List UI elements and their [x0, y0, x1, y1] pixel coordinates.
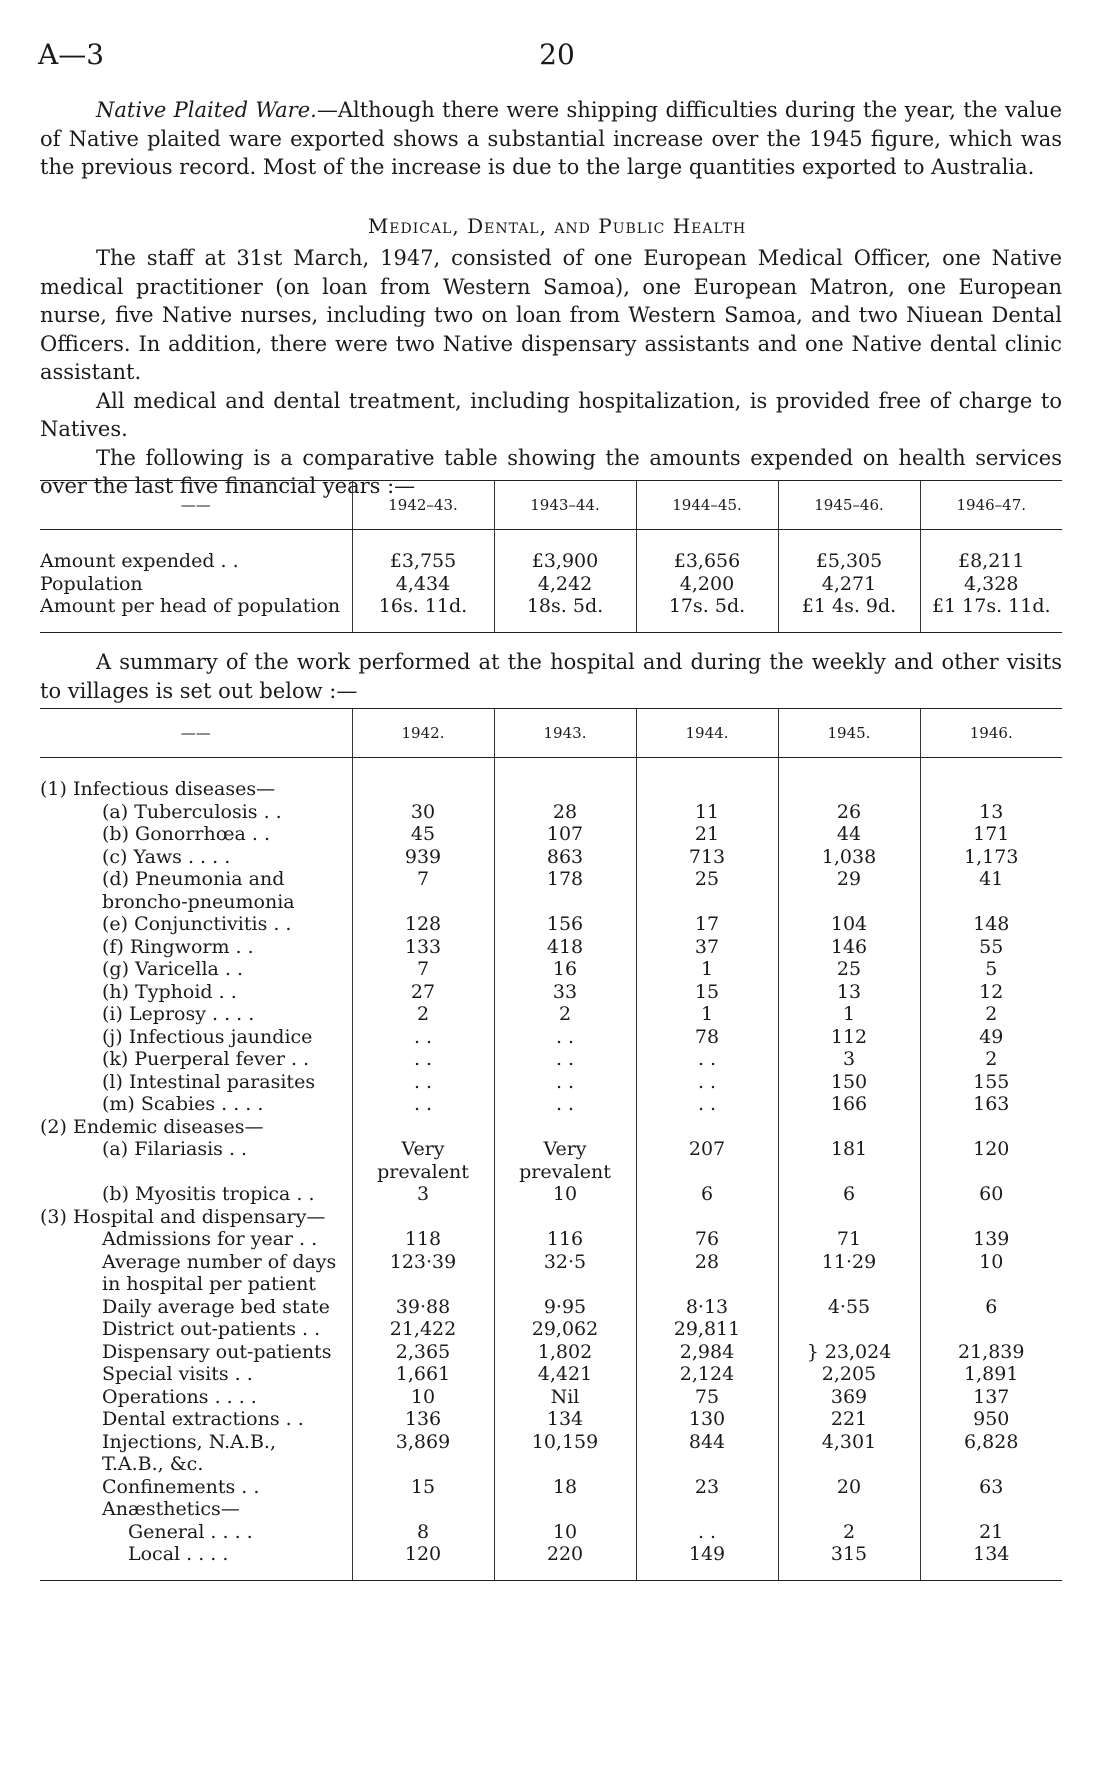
- table-cell: 4,421: [494, 1363, 636, 1386]
- table-cell: [920, 1116, 1062, 1139]
- table-cell: 844: [636, 1431, 778, 1454]
- table-cell: 25: [778, 958, 920, 981]
- table-cell: 2,205: [778, 1363, 920, 1386]
- table-cell: 104: [778, 913, 920, 936]
- table-cell: [778, 1273, 920, 1296]
- table-row: [40, 1093, 1062, 1116]
- table-cell: 5: [920, 958, 1062, 981]
- table-cell: 10: [352, 1386, 494, 1409]
- table-cell: 6,828: [920, 1431, 1062, 1454]
- table-cell: . .: [636, 1048, 778, 1071]
- table-cell: 21: [636, 823, 778, 846]
- table-cell: 2,365: [352, 1341, 494, 1364]
- table-cell: 10: [920, 1251, 1062, 1274]
- table-row: [40, 1161, 1062, 1184]
- table-cell: . .: [352, 1026, 494, 1049]
- table-row: [40, 936, 1062, 959]
- table-cell: [636, 1206, 778, 1229]
- table-row: [40, 1453, 1062, 1476]
- paragraph-table-intro: The following is a comparative table showing the amounts expended on health services over the last five financial years :—: [40, 445, 1062, 498]
- table-cell: [636, 1116, 778, 1139]
- table-cell: 1,038: [778, 846, 920, 869]
- table-cell: 15: [636, 981, 778, 1004]
- table-bottom-rule: [40, 618, 1062, 633]
- table-cell: 2: [920, 1048, 1062, 1071]
- table-cell: [352, 1453, 494, 1476]
- table-cell: 939: [352, 846, 494, 869]
- table-row: [40, 1296, 1062, 1319]
- column-header: 1945–46.: [778, 481, 920, 530]
- table-cell: £3,755: [352, 550, 494, 573]
- table-cell: 148: [920, 913, 1062, 936]
- table-cell: 133: [352, 936, 494, 959]
- table-cell: 4,301: [778, 1431, 920, 1454]
- table-cell: Nil: [494, 1386, 636, 1409]
- table-cell: 220: [494, 1543, 636, 1566]
- table-cell: 55: [920, 936, 1062, 959]
- table-cell: 3,869: [352, 1431, 494, 1454]
- row-label: District out-patients . .: [102, 1318, 321, 1340]
- table-cell: 1: [778, 1003, 920, 1026]
- table-cell: [778, 778, 920, 801]
- row-label: (k) Puerperal fever . .: [102, 1048, 310, 1070]
- table-cell: 1: [636, 1003, 778, 1026]
- column-header: 1942.: [352, 709, 494, 758]
- table-cell: . .: [494, 1071, 636, 1094]
- table-cell: 3: [778, 1048, 920, 1071]
- table-cell: [636, 1453, 778, 1476]
- table-header-row: [40, 481, 1062, 530]
- spacer-row: [40, 758, 1062, 779]
- table-row: [40, 1206, 1062, 1229]
- row-label: (a) Tuberculosis . .: [102, 800, 282, 823]
- table-cell: 149: [636, 1543, 778, 1566]
- table-cell: 13: [778, 981, 920, 1004]
- health-expenditure-table: [40, 480, 1062, 633]
- row-label: Amount expended . .: [40, 550, 239, 572]
- table-cell: 4,434: [352, 573, 494, 596]
- table-cell: [494, 1273, 636, 1296]
- row-label: Dental extractions . .: [102, 1408, 304, 1430]
- table-row: [40, 1116, 1062, 1139]
- row-label: (e) Conjunctivitis . .: [102, 913, 292, 935]
- row-label: (h) Typhoid . .: [102, 980, 237, 1003]
- table-row: [40, 1318, 1062, 1341]
- table-row: [40, 1363, 1062, 1386]
- table-cell: 18: [494, 1476, 636, 1499]
- table-bottom-rule: [40, 1566, 1062, 1581]
- table-cell: 32·5: [494, 1251, 636, 1274]
- table-row: [40, 595, 1062, 618]
- table-cell: 112: [778, 1026, 920, 1049]
- summary-intro-block: [40, 648, 1062, 705]
- row-label: (a) Filariasis . .: [102, 1138, 248, 1160]
- table-cell: 134: [920, 1543, 1062, 1566]
- table-cell: 8: [352, 1521, 494, 1544]
- table-cell: 7: [352, 958, 494, 981]
- table-cell: [494, 778, 636, 801]
- table-cell: 9·95: [494, 1296, 636, 1319]
- row-label: (d) Pneumonia and: [102, 868, 285, 890]
- row-label: Admissions for year . .: [102, 1228, 318, 1250]
- table-cell: [778, 1318, 920, 1341]
- table-row: [40, 801, 1062, 824]
- table-cell: 20: [778, 1476, 920, 1499]
- table-cell: 139: [920, 1228, 1062, 1251]
- table-cell: [636, 1498, 778, 1521]
- table-row: [40, 1386, 1062, 1409]
- table-cell: [920, 891, 1062, 914]
- table-cell: . .: [352, 1071, 494, 1094]
- table-cell: 29,062: [494, 1318, 636, 1341]
- table-cell: 37: [636, 936, 778, 959]
- table-cell: 2,124: [636, 1363, 778, 1386]
- table-row: [40, 1476, 1062, 1499]
- table-cell: . .: [494, 1093, 636, 1116]
- row-label: (l) Intestinal parasites: [102, 1070, 316, 1093]
- table-cell: 369: [778, 1386, 920, 1409]
- column-header: 1942–43.: [352, 481, 494, 530]
- row-label: (1) Infectious diseases—: [40, 778, 276, 800]
- row-label: Operations . . . .: [102, 1385, 257, 1408]
- table-cell: 418: [494, 936, 636, 959]
- table-cell: 10: [494, 1521, 636, 1544]
- table-cell: Very: [352, 1138, 494, 1161]
- table-cell: [494, 1498, 636, 1521]
- row-label: Daily average bed state: [102, 1295, 330, 1318]
- column-header: 1945.: [778, 709, 920, 758]
- row-label: (i) Leprosy . . . .: [102, 1003, 255, 1025]
- table-cell: 2: [352, 1003, 494, 1026]
- table-cell: £8,211: [920, 550, 1062, 573]
- table-cell: 1,661: [352, 1363, 494, 1386]
- table-cell: 44: [778, 823, 920, 846]
- table-row: [40, 846, 1062, 869]
- table-cell: 71: [778, 1228, 920, 1251]
- table-cell: Very: [494, 1138, 636, 1161]
- table-cell: 4,242: [494, 573, 636, 596]
- table-cell: 2: [494, 1003, 636, 1026]
- table-cell: 107: [494, 823, 636, 846]
- table-cell: 16: [494, 958, 636, 981]
- table-cell: 25: [636, 868, 778, 891]
- table-cell: 15: [352, 1476, 494, 1499]
- column-header: 1946–47.: [920, 481, 1062, 530]
- table-cell: 21,422: [352, 1318, 494, 1341]
- table-cell: 2: [920, 1003, 1062, 1026]
- table-cell: 26: [778, 801, 920, 824]
- table-cell: 123·39: [352, 1251, 494, 1274]
- table-cell: [352, 1206, 494, 1229]
- table-cell: 28: [636, 1251, 778, 1274]
- table-row: [40, 1183, 1062, 1206]
- row-label: (f) Ringworm . .: [102, 935, 254, 958]
- row-label: broncho-pneumonia: [102, 890, 295, 913]
- table-cell: 45: [352, 823, 494, 846]
- table-cell: 33: [494, 981, 636, 1004]
- paragraph-plaited-ware-title: Native Plaited Ware.: [96, 98, 317, 122]
- table-row: [40, 1431, 1062, 1454]
- table-row: [40, 1228, 1062, 1251]
- column-header: ——: [40, 709, 352, 758]
- row-label: (3) Hospital and dispensary—: [40, 1205, 326, 1228]
- table-cell: 137: [920, 1386, 1062, 1409]
- table-cell: 156: [494, 913, 636, 936]
- table-cell: [920, 1498, 1062, 1521]
- table-cell: 118: [352, 1228, 494, 1251]
- table-cell: 18s. 5d.: [494, 595, 636, 618]
- table-cell: 29,811: [636, 1318, 778, 1341]
- table-cell: [636, 1273, 778, 1296]
- table-cell: 4,200: [636, 573, 778, 596]
- row-label: [40, 1161, 352, 1184]
- table-cell: 1,173: [920, 846, 1062, 869]
- table-row: [40, 868, 1062, 891]
- table-cell: 27: [352, 981, 494, 1004]
- row-label: Amount per head of population: [40, 595, 341, 617]
- table-cell: 10,159: [494, 1431, 636, 1454]
- column-header: 1943.: [494, 709, 636, 758]
- table-cell: 13: [920, 801, 1062, 824]
- row-label: (j) Infectious jaundice: [102, 1025, 313, 1048]
- table-row: [40, 1273, 1062, 1296]
- table-row: [40, 981, 1062, 1004]
- table-cell: 1,891: [920, 1363, 1062, 1386]
- table-cell: 60: [920, 1183, 1062, 1206]
- paragraph-plaited-ware: [40, 96, 1062, 182]
- row-label: Special visits . .: [102, 1363, 253, 1385]
- table-row: [40, 1408, 1062, 1431]
- table-cell: 136: [352, 1408, 494, 1431]
- column-header: 1946.: [920, 709, 1062, 758]
- table-cell: [352, 1273, 494, 1296]
- table-cell: 29: [778, 868, 920, 891]
- table-cell: 2,984: [636, 1341, 778, 1364]
- table-row: [40, 958, 1062, 981]
- table-cell: 21: [920, 1521, 1062, 1544]
- table-cell: 12: [920, 981, 1062, 1004]
- table-cell: 76: [636, 1228, 778, 1251]
- table-cell: [920, 1318, 1062, 1341]
- spacer-row: [40, 530, 1062, 551]
- paragraph-summary-intro: A summary of the work performed at the hospital and during the weekly and other visits to villages is set out below :—: [40, 650, 1062, 703]
- table-cell: . .: [494, 1026, 636, 1049]
- table-cell: 134: [494, 1408, 636, 1431]
- table-cell: [352, 1498, 494, 1521]
- document-reference: A—3: [38, 38, 105, 71]
- table-cell: [636, 1161, 778, 1184]
- table-row: [40, 550, 1062, 573]
- section-heading: Medical, Dental, and Public Health: [367, 214, 747, 238]
- row-label: Confinements . .: [102, 1475, 260, 1498]
- table-cell: 39·88: [352, 1296, 494, 1319]
- page-number: 20: [539, 38, 575, 71]
- table-row: [40, 1251, 1062, 1274]
- table-cell: [778, 1206, 920, 1229]
- table-cell: 6: [778, 1183, 920, 1206]
- table-cell: 4·55: [778, 1296, 920, 1319]
- table-cell: 49: [920, 1026, 1062, 1049]
- table-cell: 171: [920, 823, 1062, 846]
- paragraph-plaited-ware-body: —Although there were shipping difficulties during the year, the value of Native plaited ware exported shows a substantial increase over the 1945 figure, which was the previous record. Most of the increase is due to the large quantities exported to Australia.: [40, 98, 1062, 179]
- table-row: [40, 1026, 1062, 1049]
- table-row: [40, 1138, 1062, 1161]
- table-row: [40, 913, 1062, 936]
- table-cell: [494, 891, 636, 914]
- table-cell: 6: [636, 1183, 778, 1206]
- table-cell: [778, 1453, 920, 1476]
- table-cell: 181: [778, 1138, 920, 1161]
- table-cell: [636, 891, 778, 914]
- table-cell: . .: [636, 1521, 778, 1544]
- row-label: (b) Gonorrhœa . .: [102, 823, 270, 845]
- table-cell: 1,802: [494, 1341, 636, 1364]
- table-row: [40, 573, 1062, 596]
- table-cell: [352, 1116, 494, 1139]
- table-cell: 21,839: [920, 1341, 1062, 1364]
- table-cell: [494, 1116, 636, 1139]
- table-row: [40, 778, 1062, 801]
- row-label: General . . . .: [128, 1520, 253, 1543]
- table-cell: 11: [636, 801, 778, 824]
- column-header: 1944.: [636, 709, 778, 758]
- hospital-work-table: [40, 708, 1062, 1581]
- row-label: T.A.B., &c.: [102, 1453, 204, 1475]
- table-cell: [920, 1206, 1062, 1229]
- column-header: ——: [40, 481, 352, 530]
- table-cell: £3,656: [636, 550, 778, 573]
- table-row: [40, 1543, 1062, 1566]
- row-label: (c) Yaws . . . .: [102, 845, 231, 868]
- row-label: (m) Scabies . . . .: [102, 1093, 264, 1115]
- paragraph-staff: The staff at 31st March, 1947, consisted of one European Medical Officer, one Native medical practitioner (on loan from Western Samoa), one European Matron, one European nurse, five Native nurses, including two on loan from Western Samoa, and two Niuean Dental Officers. In addition, there were two Native dispensary assistants and one Native dental clinic assistant.: [40, 246, 1062, 384]
- table-cell: prevalent: [494, 1161, 636, 1184]
- table-cell: 130: [636, 1408, 778, 1431]
- row-label: Anæsthetics—: [102, 1498, 240, 1520]
- table-cell: 75: [636, 1386, 778, 1409]
- table-cell: . .: [352, 1048, 494, 1071]
- column-header: 1944–45.: [636, 481, 778, 530]
- table-cell: } 23,024: [778, 1341, 920, 1364]
- row-label: in hospital per patient: [102, 1273, 316, 1295]
- table-cell: 166: [778, 1093, 920, 1116]
- row-label: Dispensary out-patients: [102, 1340, 332, 1363]
- table-cell: [636, 778, 778, 801]
- table-row: [40, 1521, 1062, 1544]
- table-cell: 4,328: [920, 573, 1062, 596]
- table-row: [40, 823, 1062, 846]
- table-cell: [920, 1453, 1062, 1476]
- row-label: Injections, N.A.B.,: [102, 1430, 276, 1453]
- row-label: Population: [40, 572, 143, 595]
- table-cell: 178: [494, 868, 636, 891]
- table-row: [40, 1071, 1062, 1094]
- table-cell: 713: [636, 846, 778, 869]
- table-cell: 11·29: [778, 1251, 920, 1274]
- table-row: [40, 1048, 1062, 1071]
- table-cell: 30: [352, 801, 494, 824]
- paragraph-treatment: All medical and dental treatment, including hospitalization, is provided free of charge to Natives.: [40, 388, 1062, 441]
- table-cell: . .: [636, 1071, 778, 1094]
- table-cell: 28: [494, 801, 636, 824]
- table-cell: 221: [778, 1408, 920, 1431]
- table-cell: 4,271: [778, 573, 920, 596]
- table-cell: 150: [778, 1071, 920, 1094]
- table-cell: 950: [920, 1408, 1062, 1431]
- table-cell: 163: [920, 1093, 1062, 1116]
- staff-paragraph-block: [40, 244, 1062, 501]
- table-cell: [778, 1161, 920, 1184]
- table-cell: [352, 778, 494, 801]
- table-cell: . .: [494, 1048, 636, 1071]
- table-cell: 1: [636, 958, 778, 981]
- table-cell: prevalent: [352, 1161, 494, 1184]
- table-cell: 863: [494, 846, 636, 869]
- table-row: [40, 891, 1062, 914]
- table-cell: [494, 1453, 636, 1476]
- table-cell: . .: [636, 1093, 778, 1116]
- table-cell: [920, 1273, 1062, 1296]
- table-cell: [778, 891, 920, 914]
- table-cell: 78: [636, 1026, 778, 1049]
- table-cell: 23: [636, 1476, 778, 1499]
- table-cell: 17s. 5d.: [636, 595, 778, 618]
- table-cell: 146: [778, 936, 920, 959]
- table-cell: £1 17s. 11d.: [920, 595, 1062, 618]
- table-cell: £1 4s. 9d.: [778, 595, 920, 618]
- table-cell: 2: [778, 1521, 920, 1544]
- row-label: Average number of days: [102, 1250, 337, 1273]
- table-cell: 8·13: [636, 1296, 778, 1319]
- table-cell: [352, 891, 494, 914]
- row-label: (2) Endemic diseases—: [40, 1115, 264, 1138]
- table-cell: . .: [352, 1093, 494, 1116]
- row-label: (b) Myositis tropica . .: [102, 1183, 315, 1205]
- table-cell: 128: [352, 913, 494, 936]
- table-cell: [494, 1206, 636, 1229]
- table-cell: 63: [920, 1476, 1062, 1499]
- table-cell: 120: [920, 1138, 1062, 1161]
- table-header-row: [40, 709, 1062, 758]
- table-cell: 207: [636, 1138, 778, 1161]
- table-cell: 120: [352, 1543, 494, 1566]
- table-cell: 155: [920, 1071, 1062, 1094]
- table-cell: 3: [352, 1183, 494, 1206]
- column-header: 1943–44.: [494, 481, 636, 530]
- table-row: [40, 1341, 1062, 1364]
- table-cell: 41: [920, 868, 1062, 891]
- table-cell: 6: [920, 1296, 1062, 1319]
- table-cell: 315: [778, 1543, 920, 1566]
- table-cell: £5,305: [778, 550, 920, 573]
- table-cell: 116: [494, 1228, 636, 1251]
- table-cell: [778, 1116, 920, 1139]
- table-row: [40, 1498, 1062, 1521]
- table-cell: [920, 778, 1062, 801]
- table-cell: [778, 1498, 920, 1521]
- table-cell: 7: [352, 868, 494, 891]
- table-cell: £3,900: [494, 550, 636, 573]
- row-label: Local . . . .: [128, 1543, 229, 1565]
- table-cell: 17: [636, 913, 778, 936]
- table-cell: 10: [494, 1183, 636, 1206]
- table-cell: 16s. 11d.: [352, 595, 494, 618]
- table-row: [40, 1003, 1062, 1026]
- row-label: (g) Varicella . .: [102, 958, 244, 980]
- table-cell: [920, 1161, 1062, 1184]
